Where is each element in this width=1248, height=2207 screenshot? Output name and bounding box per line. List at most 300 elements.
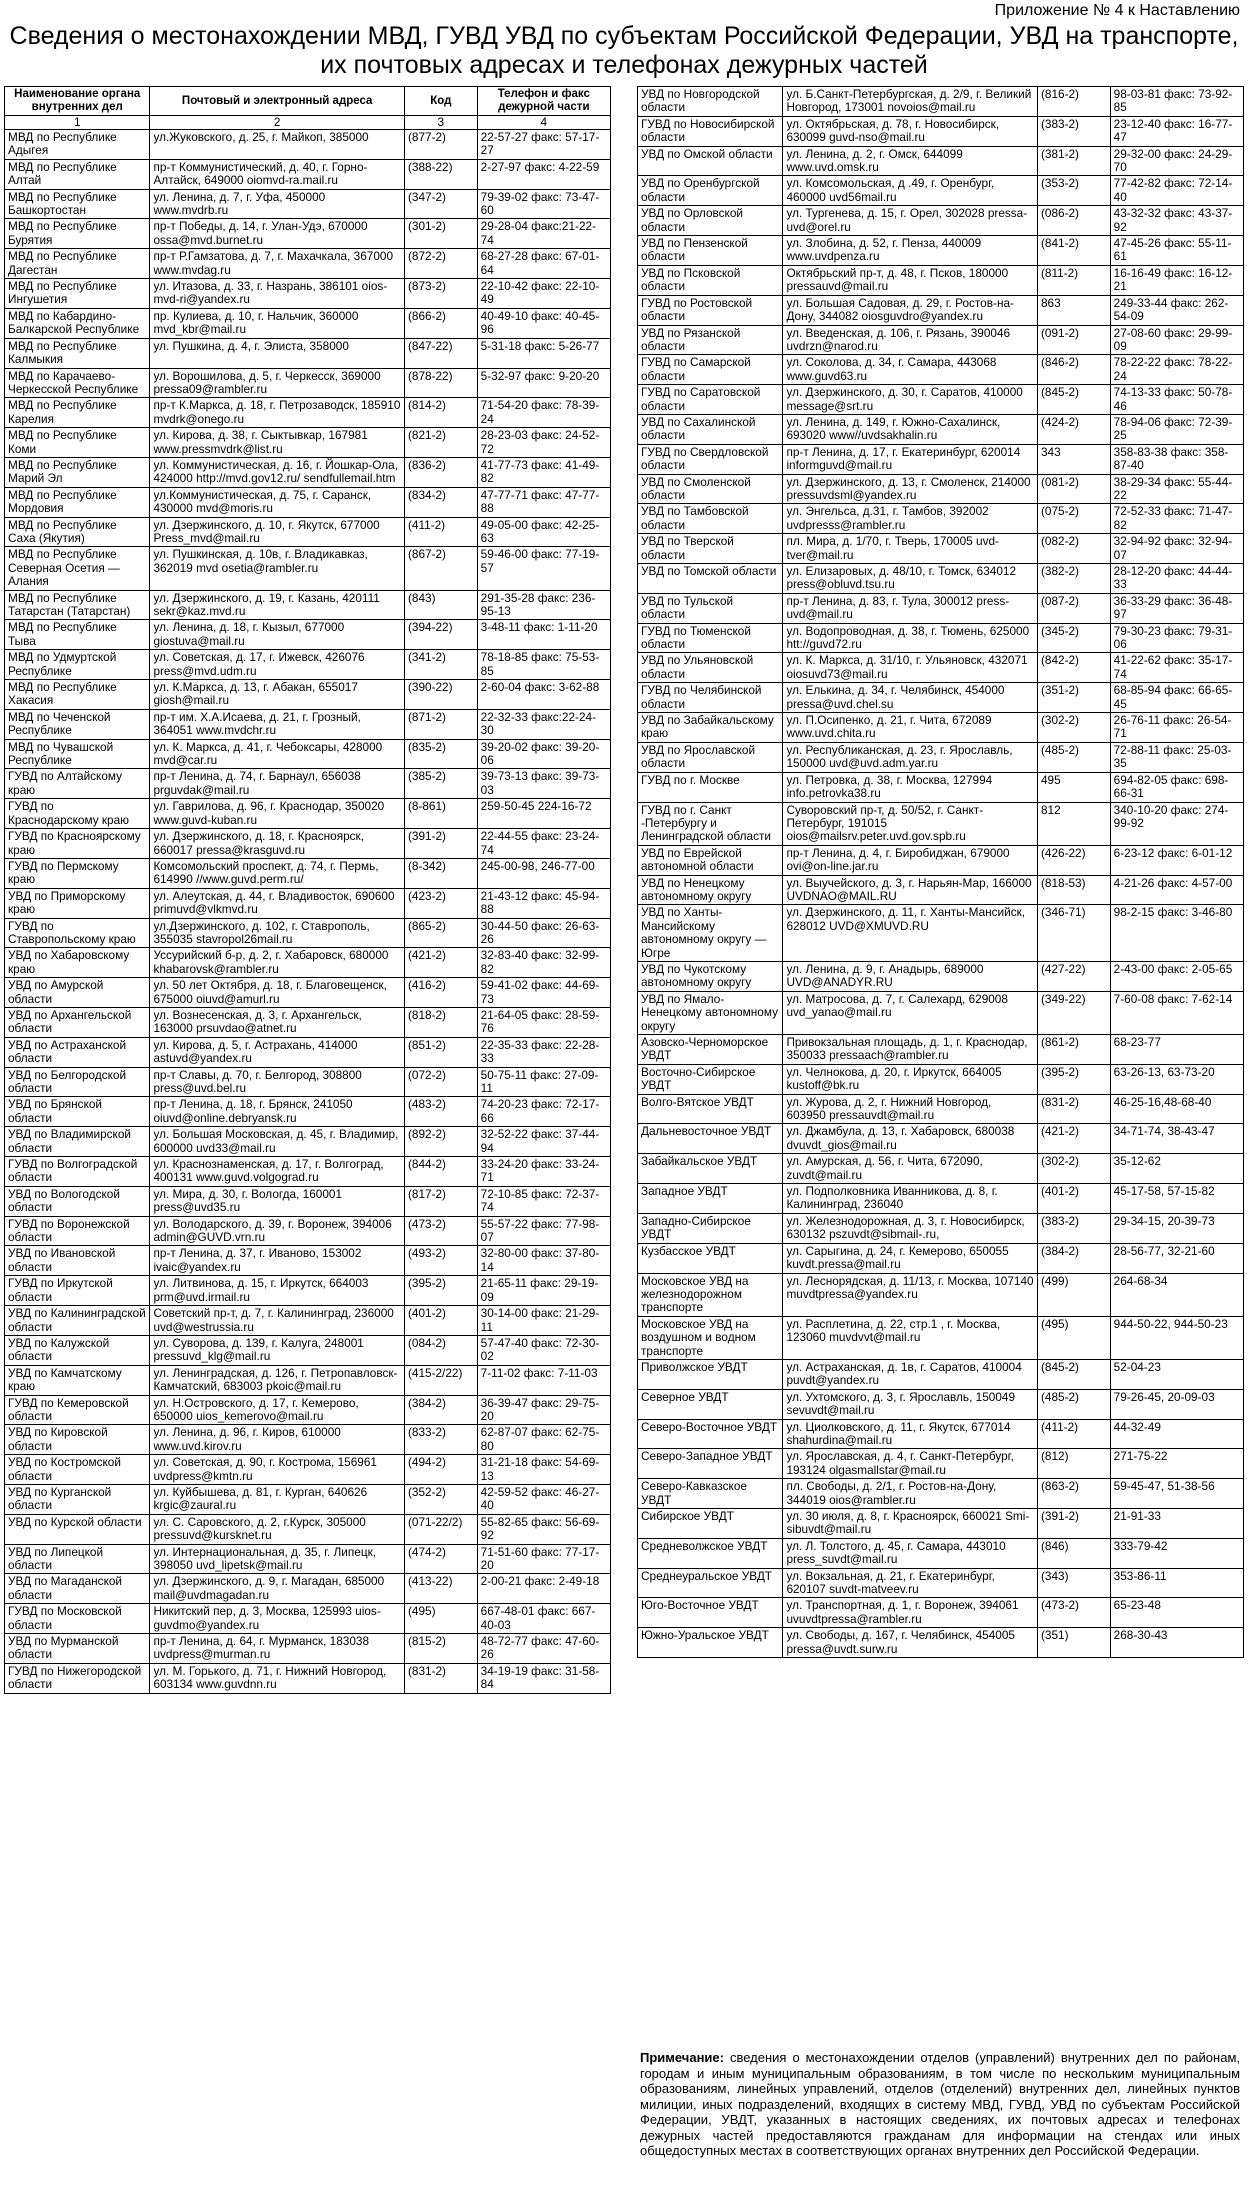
org-name: ГУВД по Краснодарскому краю (5, 799, 150, 829)
org-name: МВД по Республике Калмыкия (5, 338, 150, 368)
left-table-body (5, 130, 611, 1694)
table-row (638, 1628, 1244, 1658)
phone-fax: 32-80-00 факс: 37-80-14 (477, 1246, 610, 1276)
postal-address: ул. Литвинова, д. 15, г. Иркутск, 664003 prm@uvd.irmail.ru (150, 1276, 405, 1306)
org-name: Среднеуральское УВДТ (638, 1568, 783, 1598)
header-number: 2 (150, 116, 405, 130)
phone-code: (811-2) (1037, 265, 1110, 295)
org-name: УВД по Магаданской области (5, 1574, 150, 1604)
table-row (5, 308, 611, 338)
table-row (638, 325, 1244, 355)
table-row (5, 1395, 611, 1425)
phone-fax: 78-22-22 факс: 78-22-24 (1110, 355, 1243, 385)
phone-fax: 249-33-44 факс: 262-54-09 (1110, 295, 1243, 325)
table-row (5, 799, 611, 829)
phone-code: (349-22) (1037, 991, 1110, 1034)
phone-code: (421-2) (404, 948, 477, 978)
postal-address: Суворовский пр-т, д. 50/52, г. Санкт-Петербург, 191015 oios@mailsrv.peter.uvd.gov.spb.ru (783, 802, 1038, 845)
org-name: МВД по Республике Тыва (5, 620, 150, 650)
org-name: МВД по Удмуртской Республике (5, 650, 150, 680)
table-row (5, 1544, 611, 1574)
org-name: УВД по Ненецкому автономному округу (638, 875, 783, 905)
phone-code: (351-2) (1037, 683, 1110, 713)
postal-address: ул. Ленина, д. 149, г. Южно-Сахалинск, 693020 www//uvdsakhalin.ru (783, 414, 1038, 444)
phone-code: (302-2) (1037, 1154, 1110, 1184)
table-row (638, 206, 1244, 236)
phone-fax: 68-23-77 (1110, 1035, 1243, 1065)
phone-fax: 5-31-18 факс: 5-26-77 (477, 338, 610, 368)
phone-code: (473-2) (404, 1216, 477, 1246)
phone-fax: 41-77-73 факс: 41-49-82 (477, 457, 610, 487)
table-row (5, 130, 611, 160)
phone-fax: 77-42-82 факс: 72-14-40 (1110, 176, 1243, 206)
table-row (638, 1389, 1244, 1419)
phone-code: (865-2) (404, 918, 477, 948)
phone-fax: 71-54-20 факс: 78-39-24 (477, 398, 610, 428)
postal-address: ул. Введенская, д. 106, г. Рязань, 390046 uvdrzn@narod.ru (783, 325, 1038, 355)
phone-code: (872-2) (404, 249, 477, 279)
postal-address: ул. Дзержинского, д. 30, г. Саратов, 410000 message@srt.ru (783, 385, 1038, 415)
org-name: Забайкальское УВДТ (638, 1154, 783, 1184)
header-phone: Телефон и факс дежурной части (477, 87, 610, 116)
phone-code: (426-22) (1037, 845, 1110, 875)
org-name: УВД по Курской области (5, 1514, 150, 1544)
phone-fax: 34-19-19 факс: 31-58-84 (477, 1663, 610, 1693)
note-text: сведения о местонахождении отделов (управлений) внутренних дел по районам, городам и иным муниципальным образованиям, в том числе по нескольким муниципальным образованиям, линейных управлений, отделов (отделений) внутренних дел, линейных пунктов милиции, иных подразделений, входящих в систему МВД, ГУВД, УВД по субъектам Российской Федерации, УВДТ, указанных в настоящих сведениях, их почтовых адресах и телефонах дежурных частей предоставляются гражданам для информации на стендах или иных общедоступных местах в соответствующих органах внутренних дел Российской Федерации. (640, 2050, 1240, 2158)
postal-address: ул. Железнодорожная, д. 3, г. Новосибирск, 630132 pszuvdt@sibmail-.ru, (783, 1213, 1038, 1243)
table-row (638, 905, 1244, 962)
postal-address: пр-т Ленина, д. 4, г. Биробиджан, 679000 ovi@on-line.jar.ru (783, 845, 1038, 875)
postal-address: ул. Комсомольская, д .49, г. Оренбург, 460000 uvd56mail.ru (783, 176, 1038, 206)
phone-fax: 68-85-94 факс: 66-65-45 (1110, 683, 1243, 713)
phone-code: (384-2) (1037, 1243, 1110, 1273)
phone-fax: 34-71-74, 38-43-47 (1110, 1124, 1243, 1154)
postal-address: пр-т Победы, д. 14, г. Улан-Удэ, 670000 ossa@mvd.burnet.ru (150, 219, 405, 249)
org-name: Московское УВД на воздушном и водном транспорте (638, 1316, 783, 1359)
org-name: УВД по Тульской области (638, 593, 783, 623)
org-name: МВД по Республике Марий Эл (5, 457, 150, 487)
postal-address: ул. 50 лет Октября, д. 18, г. Благовещенск, 675000 oiuvd@amurl.ru (150, 978, 405, 1008)
phone-code: (401-2) (404, 1306, 477, 1336)
table-row (638, 683, 1244, 713)
phone-code: (844-2) (404, 1157, 477, 1187)
postal-address: ул. Дзержинского, д. 18, г. Красноярск, 660017 pressa@krasguvd.ru (150, 829, 405, 859)
table-row (638, 1316, 1244, 1359)
postal-address: ул. Республиканская, д. 23, г. Ярославль, 150000 uvd@uvd.adm.yar.ru (783, 742, 1038, 772)
phone-code: (867-2) (404, 547, 477, 590)
phone-code: (427-22) (1037, 961, 1110, 991)
phone-fax: 2-27-97 факс: 4-22-59 (477, 159, 610, 189)
phone-fax: 694-82-05 факс: 698-66-31 (1110, 772, 1243, 802)
postal-address: пр-т Коммунистический, д. 40, г. Горно-Алтайск, 649000 oiomvd-ra.mail.ru (150, 159, 405, 189)
table-row (5, 1634, 611, 1664)
postal-address: ул. Куйбышева, д. 81, г. Курган, 640626 krgic@zaural.ru (150, 1484, 405, 1514)
phone-code: (345-2) (1037, 623, 1110, 653)
phone-fax: 22-44-55 факс: 23-24-74 (477, 829, 610, 859)
phone-code: (411-2) (404, 517, 477, 547)
phone-code: (413-22) (404, 1574, 477, 1604)
table-row (638, 742, 1244, 772)
org-name: МВД по Карачаево-Черкесской Республике (5, 368, 150, 398)
postal-address: ул. Циолковского, д. 11, г. Якутск, 677014 shahurdina@mail.ru (783, 1419, 1038, 1449)
phone-fax: 30-14-00 факс: 21-29-11 (477, 1306, 610, 1336)
phone-fax: 52-04-23 (1110, 1359, 1243, 1389)
postal-address: ул. Н.Островского, д. 17, г. Кемерово, 650000 uios_kemerovo@mail.ru (150, 1395, 405, 1425)
postal-address: ул. Сарыгина, д. 24, г. Кемерово, 650055 kuvdt.pressa@mail.ru (783, 1243, 1038, 1273)
org-name: УВД по Брянской области (5, 1097, 150, 1127)
phone-fax: 72-88-11 факс: 25-03-35 (1110, 742, 1243, 772)
org-name: УВД по Приморскому краю (5, 888, 150, 918)
postal-address: Уссурийский б-р, д. 2, г. Хабаровск, 680000 khabarovsk@rambler.ru (150, 948, 405, 978)
phone-fax: 41-22-62 факс: 35-17-74 (1110, 653, 1243, 683)
table-row (638, 414, 1244, 444)
phone-code: (082-2) (1037, 534, 1110, 564)
phone-code: (415-2/22) (404, 1365, 477, 1395)
org-name: Дальневосточное УВДТ (638, 1124, 783, 1154)
org-name: Северо-Кавказское УВДТ (638, 1479, 783, 1509)
org-name: УВД по Пензенской области (638, 236, 783, 266)
phone-code: (845-2) (1037, 385, 1110, 415)
phone-fax: 6-23-12 факс: 6-01-12 (1110, 845, 1243, 875)
org-name: УВД по Смоленской области (638, 474, 783, 504)
phone-fax: 3-48-11 факс: 1-11-20 (477, 620, 610, 650)
right-table-column (637, 86, 1244, 1658)
postal-address: Советский пр-т, д. 7, г. Калининград, 236000 uvd@westrussia.ru (150, 1306, 405, 1336)
postal-address: пр-т Ленина, д. 64, г. Мурманск, 183038 uvdpress@murman.ru (150, 1634, 405, 1664)
postal-address: ул. Журова, д. 2, г. Нижний Новгород, 603950 pressauvdt@mail.ru (783, 1094, 1038, 1124)
org-name: МВД по Республике Саха (Якутия) (5, 517, 150, 547)
postal-address: ул. Энгельса, д.31, г. Тамбов, 392002 uvdpresss@rambler.ru (783, 504, 1038, 534)
phone-fax: 78-94-06 факс: 72-39-25 (1110, 414, 1243, 444)
phone-fax: 28-56-77, 32-21-60 (1110, 1243, 1243, 1273)
table-row (5, 1484, 611, 1514)
org-name: УВД по Чукотскому автономному округу (638, 961, 783, 991)
org-name: ГУВД по Самарской области (638, 355, 783, 385)
phone-code: (483-2) (404, 1097, 477, 1127)
table-row (5, 918, 611, 948)
phone-code: (877-2) (404, 130, 477, 160)
phone-fax: 78-18-85 факс: 75-53-85 (477, 650, 610, 680)
org-name: Московское УВД на железнодорожном транспорте (638, 1273, 783, 1316)
postal-address: ул. Кирова, д. 5, г. Астрахань, 414000 astuvd@yandex.ru (150, 1037, 405, 1067)
table-row (638, 87, 1244, 117)
org-name: МВД по Республике Дагестан (5, 249, 150, 279)
org-name: ГУВД по Нижегородской области (5, 1663, 150, 1693)
org-name: УВД по Хабаровскому краю (5, 948, 150, 978)
org-name: ГУВД по г. Санкт -Петербургу и Ленинградской области (638, 802, 783, 845)
phone-code: (843) (404, 590, 477, 620)
org-name: МВД по Республике Мордовия (5, 487, 150, 517)
postal-address: пр-т Ленина, д. 74, г. Барнаул, 656038 prguvdak@mail.ru (150, 769, 405, 799)
table-row (638, 1094, 1244, 1124)
table-row (638, 504, 1244, 534)
org-name: ГУВД по Волгоградской области (5, 1157, 150, 1187)
org-name: УВД по Калужской области (5, 1335, 150, 1365)
phone-code: 495 (1037, 772, 1110, 802)
title-line-2: их почтовых адресах и телефонах дежурных частей (320, 51, 928, 79)
table-row (638, 1184, 1244, 1214)
org-name: ГУВД по Иркутской области (5, 1276, 150, 1306)
phone-fax: 47-77-71 факс: 47-77-88 (477, 487, 610, 517)
header-row (5, 87, 611, 116)
table-row (638, 534, 1244, 564)
phone-fax: 5-32-97 факс: 9-20-20 (477, 368, 610, 398)
phone-code: (383-2) (1037, 116, 1110, 146)
table-row (5, 709, 611, 739)
phone-fax: 21-43-12 факс: 45-94-88 (477, 888, 610, 918)
postal-address: ул. Челнокова, д. 20, г. Иркутск, 664005 kustoff@bk.ru (783, 1064, 1038, 1094)
phone-code: (423-2) (404, 888, 477, 918)
phone-code: (416-2) (404, 978, 477, 1008)
phone-code: (493-2) (404, 1246, 477, 1276)
org-name: УВД по Липецкой области (5, 1544, 150, 1574)
phone-fax: 2-60-04 факс: 3-62-88 (477, 680, 610, 710)
postal-address: ул.Дзержинского, д. 102, г. Ставрополь, 355035 stavropol26mail.ru (150, 918, 405, 948)
phone-code: (871-2) (404, 709, 477, 739)
org-name: УВД по Ульяновской области (638, 653, 783, 683)
postal-address: ул. Дзержинского, д. 13, г. Смоленск, 214000 pressuvdsml@yandex.ru (783, 474, 1038, 504)
phone-code: (388-22) (404, 159, 477, 189)
phone-fax: 30-44-50 факс: 26-63-26 (477, 918, 610, 948)
table-row (638, 1538, 1244, 1568)
left-table-column (4, 86, 611, 1694)
org-name: Приволжское УВДТ (638, 1359, 783, 1389)
postal-address: Октябрьский пр-т, д. 48, г. Псков, 180000 pressauvd@mail.ru (783, 265, 1038, 295)
phone-fax: 35-12-62 (1110, 1154, 1243, 1184)
postal-address: ул. Алеутская, д. 44, г. Владивосток, 690600 primuvd@vlkmvd.ru (150, 888, 405, 918)
phone-code: (473-2) (1037, 1598, 1110, 1628)
table-row (638, 385, 1244, 415)
table-row (5, 1663, 611, 1693)
table-row (5, 769, 611, 799)
table-row (5, 948, 611, 978)
phone-code: (866-2) (404, 308, 477, 338)
org-name: ГУВД по Кемеровской области (5, 1395, 150, 1425)
postal-address: ул. Петровка, д. 38, г. Москва, 127994 info.petrovka38.ru (783, 772, 1038, 802)
org-name: МВД по Республике Ингушетия (5, 279, 150, 309)
phone-code: (851-2) (404, 1037, 477, 1067)
postal-address: Никитский пер, д. 3, Москва, 125993 uios-guvdmo@yandex.ru (150, 1604, 405, 1634)
org-name: УВД по Калининградской области (5, 1306, 150, 1336)
phone-code: (390-22) (404, 680, 477, 710)
org-name: УВД по Ямало-Ненецкому автономному округу (638, 991, 783, 1034)
org-name: МВД по Чувашской Республике (5, 739, 150, 769)
org-name: Азовско-Черноморское УВДТ (638, 1035, 783, 1065)
postal-address: ул. Амурская, д. 56, г. Чита, 672090, zuvdt@mail.ru (783, 1154, 1038, 1184)
phone-code: (846) (1037, 1538, 1110, 1568)
table-row (638, 355, 1244, 385)
phone-fax: 16-16-49 факс: 16-12-21 (1110, 265, 1243, 295)
org-name: УВД по Псковской области (638, 265, 783, 295)
phone-fax: 21-64-05 факс: 28-59-76 (477, 1007, 610, 1037)
table-row (638, 116, 1244, 146)
org-name: УВД по Архангельской области (5, 1007, 150, 1037)
phone-code: (494-2) (404, 1455, 477, 1485)
phone-fax: 71-51-60 факс: 77-17-20 (477, 1544, 610, 1574)
phone-code: (845-2) (1037, 1359, 1110, 1389)
postal-address: ул. Водопроводная, д. 38, г. Тюмень, 625000 htt://guvd72.ru (783, 623, 1038, 653)
phone-code: (302-2) (1037, 713, 1110, 743)
postal-address: ул. Краснознаменская, д. 17, г. Волгоград, 400131 www.guvd.volgograd.ru (150, 1157, 405, 1187)
phone-fax: 72-52-33 факс: 71-47-82 (1110, 504, 1243, 534)
postal-address: ул. Транспортная, д. 1, г. Воронеж, 394061 uvuvdtpressa@rambler.ru (783, 1598, 1038, 1628)
table-row (638, 845, 1244, 875)
phone-fax: 43-32-32 факс: 43-37-92 (1110, 206, 1243, 236)
org-name: УВД по Тверской области (638, 534, 783, 564)
table-row (638, 1419, 1244, 1449)
phone-fax: 271-75-22 (1110, 1449, 1243, 1479)
phone-code: (878-22) (404, 368, 477, 398)
org-name: МВД по Республике Хакасия (5, 680, 150, 710)
postal-address: пл. Свободы, д. 2/1, г. Ростов-на-Дону, 344019 oios@rambler.ru (783, 1479, 1038, 1509)
org-name: УВД по Ханты-Мансийскому автономному округу — Югре (638, 905, 783, 962)
phone-fax: 62-87-07 факс: 62-75-80 (477, 1425, 610, 1455)
table-row (638, 1568, 1244, 1598)
phone-code: (091-2) (1037, 325, 1110, 355)
table-row (638, 295, 1244, 325)
phone-code: (381-2) (1037, 146, 1110, 176)
phone-code: (846-2) (1037, 355, 1110, 385)
table-row (638, 653, 1244, 683)
table-row (5, 1127, 611, 1157)
org-name: МВД по Республике Башкортостан (5, 189, 150, 219)
postal-address: ул. Ленина, д. 18, г. Кызыл, 677000 giostuva@mail.ru (150, 620, 405, 650)
postal-address: ул. Большая Садовая, д. 29, г. Ростов-на-Дону, 344082 oiosguvdro@yandex.ru (783, 295, 1038, 325)
phone-fax: 32-94-92 факс: 32-94-07 (1110, 534, 1243, 564)
header-number: 3 (404, 116, 477, 130)
right-table (637, 86, 1244, 1658)
note (640, 2050, 1240, 2159)
postal-address: ул. Ярославская, д. 4, г. Санкт-Петербург, 193124 olgasmallstar@mail.ru (783, 1449, 1038, 1479)
phone-code: (384-2) (404, 1395, 477, 1425)
postal-address: ул. К. Маркса, д. 41, г. Чебоксары, 428000 mvd@car.ru (150, 739, 405, 769)
note-label: Примечание: (640, 2050, 724, 2065)
phone-fax: 32-52-22 факс: 37-44-94 (477, 1127, 610, 1157)
table-row (5, 1216, 611, 1246)
phone-fax: 98-2-15 факс: 3-46-80 (1110, 905, 1243, 962)
postal-address: ул. Соколова, д. 34, г. Самара, 443068 www.guvd63.ru (783, 355, 1038, 385)
postal-address: пр-т Славы, д. 70, г. Белгород, 308800 press@uvd.bel.ru (150, 1067, 405, 1097)
phone-fax: 26-76-11 факс: 26-54-71 (1110, 713, 1243, 743)
phone-code: (818-53) (1037, 875, 1110, 905)
table-row (638, 1598, 1244, 1628)
table-row (5, 739, 611, 769)
phone-code: (081-2) (1037, 474, 1110, 504)
phone-code: (401-2) (1037, 1184, 1110, 1214)
table-row (638, 265, 1244, 295)
phone-code: (814-2) (404, 398, 477, 428)
phone-fax: 72-10-85 факс: 72-37-74 (477, 1186, 610, 1216)
org-name: ГУВД по Тюменской области (638, 623, 783, 653)
org-name: ГУВД по Ставропольскому краю (5, 918, 150, 948)
postal-address: ул. Дзержинского, д. 11, г. Ханты-Мансийск, 628012 UVD@XMUVD.RU (783, 905, 1038, 962)
phone-code: (841-2) (1037, 236, 1110, 266)
table-row (5, 1604, 611, 1634)
phone-code: (421-2) (1037, 1124, 1110, 1154)
table-row (5, 547, 611, 590)
postal-address: ул. 30 июля, д. 8, г. Красноярск, 660021 Smi-sibuvdt@mail.ru (783, 1509, 1038, 1539)
phone-fax: 22-57-27 факс: 57-17-27 (477, 130, 610, 160)
phone-code: (8-861) (404, 799, 477, 829)
phone-fax: 74-13-33 факс: 50-78-46 (1110, 385, 1243, 415)
phone-code: (347-2) (404, 189, 477, 219)
phone-code: (863-2) (1037, 1479, 1110, 1509)
table-row (5, 368, 611, 398)
table-row (638, 1359, 1244, 1389)
postal-address: Привокзальная площадь, д. 1, г. Краснодар, 350033 pressaach@rambler.ru (783, 1035, 1038, 1065)
phone-fax: 39-73-13 факс: 39-73-03 (477, 769, 610, 799)
phone-fax: 944-50-22, 944-50-23 (1110, 1316, 1243, 1359)
phone-fax: 45-17-58, 57-15-82 (1110, 1184, 1243, 1214)
org-name: Западное УВДТ (638, 1184, 783, 1214)
phone-code: (821-2) (404, 428, 477, 458)
phone-code: (842-2) (1037, 653, 1110, 683)
table-row (5, 978, 611, 1008)
table-row (5, 650, 611, 680)
org-name: УВД по Кировской области (5, 1425, 150, 1455)
phone-fax: 59-41-02 факс: 44-69-73 (477, 978, 610, 1008)
postal-address: ул. Расплетина, д. 22, стр.1 , г. Москва, 123060 muvdvvt@mail.ru (783, 1316, 1038, 1359)
phone-fax: 79-30-23 факс: 79-31-06 (1110, 623, 1243, 653)
phone-code: (411-2) (1037, 1419, 1110, 1449)
table-row (5, 219, 611, 249)
table-row (638, 1213, 1244, 1243)
table-row (638, 1273, 1244, 1316)
org-name: Кузбасское УВДТ (638, 1243, 783, 1273)
org-name: УВД по Сахалинской области (638, 414, 783, 444)
phone-code: (817-2) (404, 1186, 477, 1216)
postal-address: ул. Ленина, д. 9, г. Анадырь, 689000 UVD@ANADYR.RU (783, 961, 1038, 991)
table-row (638, 1509, 1244, 1539)
phone-fax: 268-30-43 (1110, 1628, 1243, 1658)
phone-fax: 22-10-42 факс: 22-10-49 (477, 279, 610, 309)
phone-code: (352-2) (404, 1484, 477, 1514)
org-name: Западно-Сибирское УВДТ (638, 1213, 783, 1243)
header-code: Код (404, 87, 477, 116)
phone-fax: 47-45-26 факс: 55-11-61 (1110, 236, 1243, 266)
phone-fax: 29-32-00 факс: 24-29-70 (1110, 146, 1243, 176)
phone-fax: 79-39-02 факс: 73-47-60 (477, 189, 610, 219)
table-row (5, 249, 611, 279)
postal-address: ул. Кирова, д. 38, г. Сыктывкар, 167981 www.pressmvdrk@list.ru (150, 428, 405, 458)
table-row (5, 1455, 611, 1485)
postal-address: ул.Коммунистическая, д. 75, г. Саранск, 430000 mvd@moris.ru (150, 487, 405, 517)
postal-address: ул. Ленина, д. 96, г. Киров, 610000 www.uvd.kirov.ru (150, 1425, 405, 1455)
table-row (638, 623, 1244, 653)
org-name: ГУВД по Ростовской области (638, 295, 783, 325)
postal-address: ул. Вокзальная, д. 21, г. Екатеринбург, 620107 suvdt-matveev.ru (783, 1568, 1038, 1598)
phone-code: (8-342) (404, 858, 477, 888)
table-row (5, 1425, 611, 1455)
phone-fax: 79-26-45, 20-09-03 (1110, 1389, 1243, 1419)
phone-code: (394-22) (404, 620, 477, 650)
postal-address: ул.Жуковского, д. 25, г. Майкоп, 385000 (150, 130, 405, 160)
org-name: ГУВД по Новосибирской области (638, 116, 783, 146)
phone-code: (086-2) (1037, 206, 1110, 236)
phone-code: (847-22) (404, 338, 477, 368)
org-name: УВД по Оренбургской области (638, 176, 783, 206)
phone-code: (835-2) (404, 739, 477, 769)
table-row (5, 1365, 611, 1395)
org-name: МВД по Республике Алтай (5, 159, 150, 189)
postal-address: пр-т Ленина, д. 83, г. Тула, 300012 press-uvd@mail.ru (783, 593, 1038, 623)
phone-fax: 59-46-00 факс: 77-19-57 (477, 547, 610, 590)
phone-fax: 29-28-04 факс:21-22-74 (477, 219, 610, 249)
org-name: УВД по Еврейской автономной области (638, 845, 783, 875)
header-number: 1 (5, 116, 150, 130)
postal-address: ул. Ухтомского, д. 3, г. Ярославль, 150049 sevuvdt@mail.ru (783, 1389, 1038, 1419)
phone-fax: 667-48-01 факс: 667-40-03 (477, 1604, 610, 1634)
